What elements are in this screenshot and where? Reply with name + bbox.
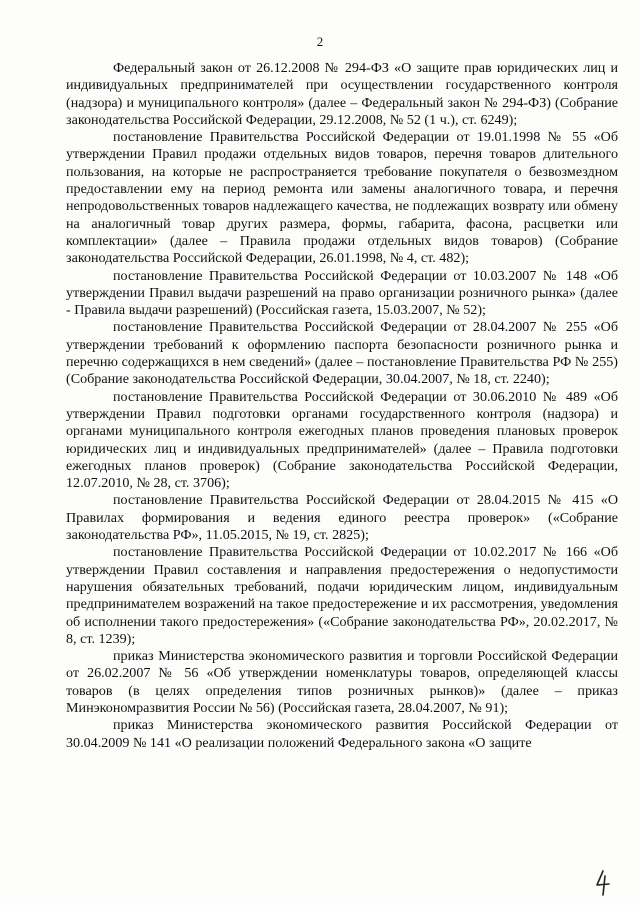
paragraph-order-141: приказ Министерства экономического развития Российской Федерации от 30.04.2009 № 141 «О реализации положений Федерального закона «О защите (66, 717, 618, 751)
document-body (66, 60, 618, 752)
page-number: 2 (316, 34, 324, 49)
paragraph-federal-law-294: Федеральный закон от 26.12.2008 № 294-ФЗ «О защите прав юридических лиц и индивидуальных предпринимателей при осуществлении государственного контроля (надзора) и муниципального контроля» (далее – Федеральный закон № 294-ФЗ) (Собрание законодательства Российской Федерации, 29.12.2008, № 52 (1 ч.), ст. 6249); (66, 60, 618, 128)
handwritten-mark (592, 868, 616, 898)
paragraph-resolution-415: постановление Правительства Российской Федерации от 28.04.2015 № 415 «О Правилах формирования и ведения единого реестра проверок» («Собрание законодательства РФ», 11.05.2015, № 19, ст. 2825); (66, 492, 618, 544)
paragraph-resolution-489: постановление Правительства Российской Федерации от 30.06.2010 № 489 «Об утверждении Правил подготовки органами государственного контроля (надзора) и органами муниципального контроля ежегодных планов проведения плановых проверок юридических лиц и индивидуальных предпринимателей» (далее – Правила подготовки ежегодных планов проверок) (Собрание законодательства Российской Федерации, 12.07.2010, № 28, ст. 3706); (66, 388, 618, 492)
paragraph-resolution-55: постановление Правительства Российской Федерации от 19.01.1998 № 55 «Об утверждении Правил продажи отдельных видов товаров, перечня товаров длительного пользования, на которые не распространяется требование покупателя о безвозмездном предоставлении ему на период ремонта или замены аналогичного товара, и перечня непродовольственных товаров надлежащего качества, не подлежащих возврату или обмену на аналогичный товар других размера, формы, габарита, фасона, расцветки или комплектации» (далее – Правила продажи отдельных видов товаров) (Собрание законодательства Российской Федерации, 26.01.1998, № 4, ст. 482); (66, 129, 618, 267)
paragraph-order-56: приказ Министерства экономического развития и торговли Российской Федерации от 26.02.2007 № 56 «Об утверждении номенклатуры товаров, определяющей классы товаров (в целях определения типов розничных рынков)» (далее – приказ Минэкономразвития России № 56) (Российская газета, 28.04.2007, № 91); (66, 648, 618, 716)
paragraph-resolution-148: постановление Правительства Российской Федерации от 10.03.2007 № 148 «Об утверждении Правил выдачи разрешений на право организации розничного рынка» (далее - Правила выдачи разрешений) (Российская газета, 15.03.2007, № 52); (66, 267, 618, 319)
paragraph-resolution-166: постановление Правительства Российской Федерации от 10.02.2017 № 166 «Об утверждении Правил составления и направления предостережения о недопустимости нарушения обязательных требований, подачи юридическим лицом, индивидуальным предпринимателем возражений на такое предостережение и их рассмотрения, уведомления об исполнении такого предостережения» («Собрание законодательства РФ», 20.02.2017, № 8, ст. 1239); (66, 544, 618, 647)
paragraph-resolution-255: постановление Правительства Российской Федерации от 28.04.2007 № 255 «Об утверждении требований к оформлению паспорта безопасности розничного рынка и перечню содержащихся в нем сведений» (далее – постановление Правительства РФ № 255) (Собрание законодательства Российской Федерации, 30.04.2007, № 18, ст. 2240); (66, 319, 618, 388)
